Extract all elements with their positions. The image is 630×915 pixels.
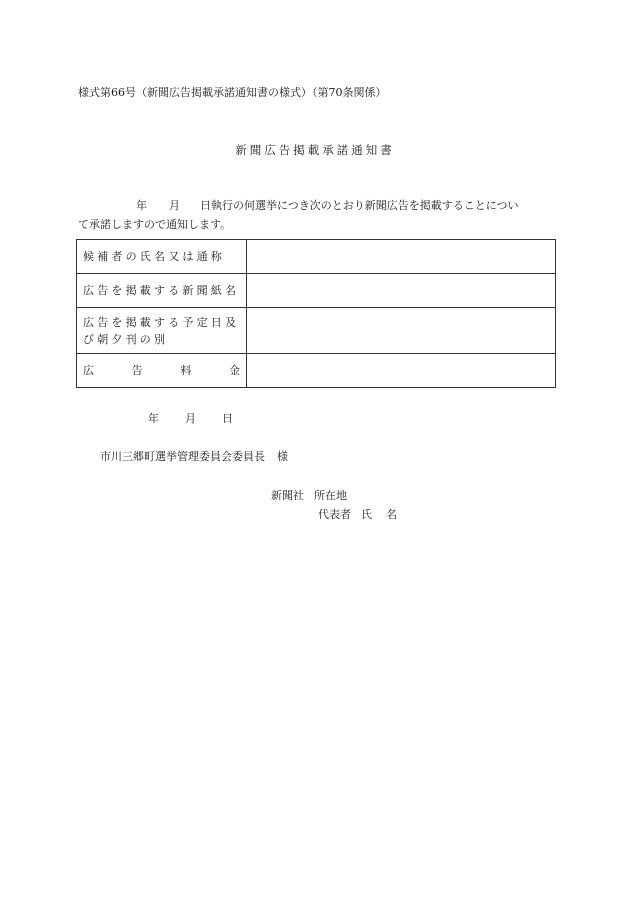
date-day-label: 日 [222, 412, 233, 425]
notification-table [76, 239, 556, 388]
intro-text: 日執行の何選挙につき次のとおり新聞広告を掲載することについ [200, 199, 519, 212]
name-label-char: 名 [386, 508, 397, 521]
ad-fee-char: 料 [180, 364, 192, 377]
publication-date-label-line2: び朝夕刊の別 [83, 332, 169, 346]
candidate-name-label: 候補者の氏名又は通称 [77, 240, 247, 274]
issue-date [148, 410, 233, 426]
intro-year-label: 年 [136, 199, 147, 212]
intro-month-label: 月 [169, 199, 180, 212]
document-title: 新聞広告掲載承諾通知書 [235, 143, 395, 157]
table-row [77, 240, 556, 274]
candidate-name-field[interactable] [247, 240, 556, 274]
intro-line-1 [78, 197, 519, 213]
ad-fee-label [77, 354, 247, 388]
ad-fee-char: 告 [131, 364, 143, 377]
table-row [77, 308, 556, 354]
ad-fee-char: 広 [83, 364, 94, 377]
publication-date-label-line1: 広告を掲載する予定日及 [83, 315, 240, 329]
newspaper-address-line [271, 487, 347, 503]
publication-date-field[interactable] [247, 308, 556, 354]
form-number: 様式第66号（新聞広告掲載承諾通知書の様式）（第70条関係） [78, 86, 387, 99]
addressee-name: 市川三郷町選挙管理委員会委員長 [100, 450, 265, 463]
addressee-honorific: 様 [277, 450, 288, 463]
ad-fee-field[interactable] [247, 354, 556, 388]
date-year-label: 年 [148, 412, 159, 425]
intro-line-2: て承諾しますので通知します。 [78, 218, 232, 231]
date-month-label: 月 [185, 412, 196, 425]
name-label-char: 氏 [361, 508, 372, 521]
address-label: 所在地 [314, 489, 347, 502]
publication-date-label [77, 308, 247, 354]
representative-line [318, 506, 397, 522]
newspaper-company-label: 新聞社 [271, 489, 304, 502]
addressee [100, 448, 288, 464]
newspaper-name-field[interactable] [247, 274, 556, 308]
ad-fee-char: 金 [228, 364, 240, 377]
table-row [77, 354, 556, 388]
table-row [77, 274, 556, 308]
representative-label: 代表者 [318, 508, 351, 521]
newspaper-name-label: 広告を掲載する新聞紙名 [77, 274, 247, 308]
